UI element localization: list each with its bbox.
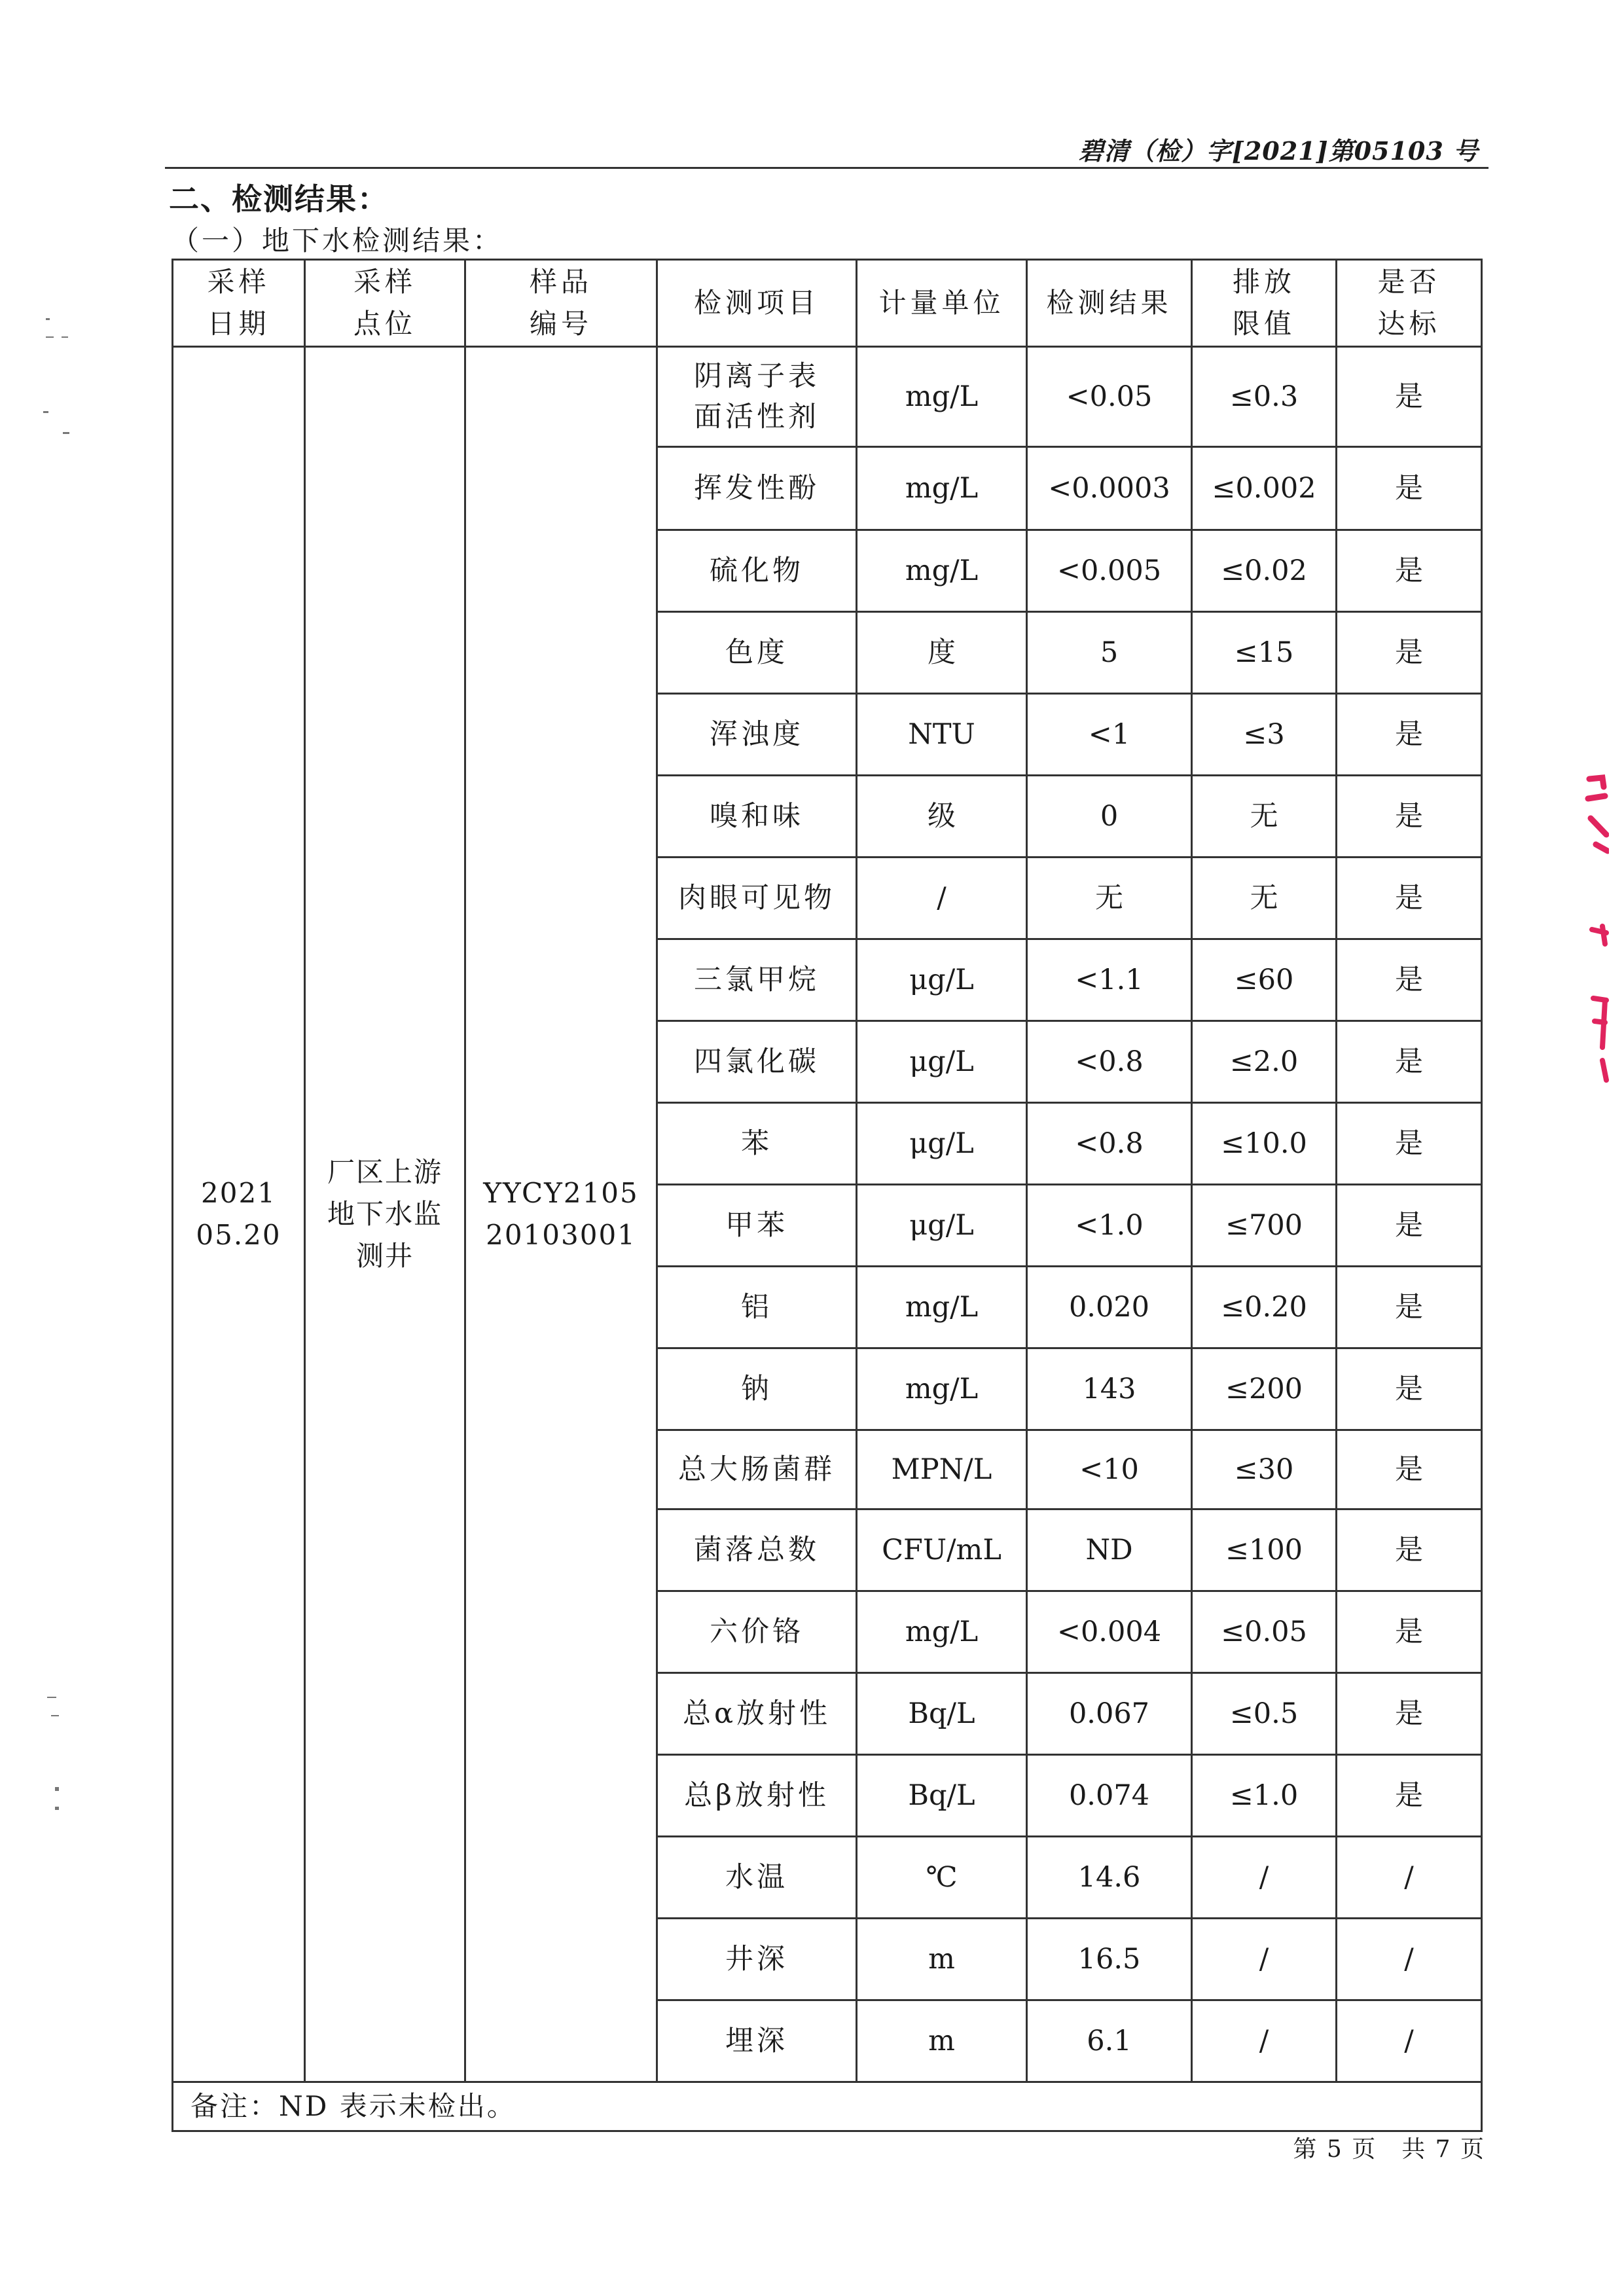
compliance-cell: 是 xyxy=(1337,1430,1482,1509)
test-item-cell: 挥发性酚 xyxy=(657,447,857,530)
compliance-cell: 是 xyxy=(1337,1673,1482,1755)
test-item-cell: 浑浊度 xyxy=(657,694,857,776)
test-item-cell: 三氯甲烷 xyxy=(657,939,857,1021)
limit-cell: ≤100 xyxy=(1192,1509,1337,1591)
unit-cell: ℃ xyxy=(857,1837,1027,1919)
section-title: 二、检测结果： xyxy=(169,181,389,217)
scan-mark xyxy=(63,432,69,434)
test-item-cell: 钠 xyxy=(657,1348,857,1430)
limit-cell: / xyxy=(1192,1837,1337,1919)
scan-mark xyxy=(46,318,50,320)
limit-cell: ≤700 xyxy=(1192,1185,1337,1267)
compliance-cell: 是 xyxy=(1337,858,1482,939)
table-header-row xyxy=(173,260,1482,347)
test-item-cell: 总α放射性 xyxy=(657,1673,857,1755)
scan-mark xyxy=(55,1807,59,1810)
compliance-cell: 是 xyxy=(1337,939,1482,1021)
unit-cell: MPN/L xyxy=(857,1430,1027,1509)
compliance-cell: 是 xyxy=(1337,612,1482,694)
limit-cell: ≤60 xyxy=(1192,939,1337,1021)
limit-cell: ≤2.0 xyxy=(1192,1021,1337,1103)
unit-cell: mg/L xyxy=(857,347,1027,447)
header-limit: 排放 限值 xyxy=(1192,260,1337,347)
result-cell: 14.6 xyxy=(1027,1837,1192,1919)
unit-cell: μg/L xyxy=(857,1103,1027,1185)
limit-cell: ≤0.05 xyxy=(1192,1591,1337,1673)
unit-cell: mg/L xyxy=(857,1591,1027,1673)
header-sample-point: 采样 点位 xyxy=(305,260,465,347)
limit-cell: / xyxy=(1192,2000,1337,2082)
limit-cell: ≤0.20 xyxy=(1192,1267,1337,1348)
result-cell: 143 xyxy=(1027,1348,1192,1430)
compliance-cell: 是 xyxy=(1337,1021,1482,1103)
table-row xyxy=(173,347,1482,447)
result-cell: 0 xyxy=(1027,776,1192,858)
compliance-cell: 是 xyxy=(1337,1591,1482,1673)
scan-mark xyxy=(43,411,48,413)
remark-text: 备注：ND 表示未检出。 xyxy=(173,2082,1482,2131)
compliance-cell: 是 xyxy=(1337,1509,1482,1591)
compliance-cell: / xyxy=(1337,1837,1482,1919)
result-cell: <10 xyxy=(1027,1430,1192,1509)
unit-cell: Bq/L xyxy=(857,1673,1027,1755)
result-cell: <0.004 xyxy=(1027,1591,1192,1673)
unit-cell: mg/L xyxy=(857,447,1027,530)
header-unit: 计量单位 xyxy=(857,260,1027,347)
scan-mark xyxy=(55,1787,59,1791)
header-compliance: 是否 达标 xyxy=(1337,260,1482,347)
compliance-cell: 是 xyxy=(1337,694,1482,776)
sample-date-cell: 2021 05.20 xyxy=(173,347,305,2082)
result-cell: 0.020 xyxy=(1027,1267,1192,1348)
unit-cell: μg/L xyxy=(857,1185,1027,1267)
header-test-item: 检测项目 xyxy=(657,260,857,347)
seal-stamp-edge xyxy=(1583,772,1609,1093)
limit-cell: ≤0.5 xyxy=(1192,1673,1337,1755)
test-item-cell: 井深 xyxy=(657,1919,857,2000)
unit-cell: CFU/mL xyxy=(857,1509,1027,1591)
unit-cell: / xyxy=(857,858,1027,939)
groundwater-results-table xyxy=(171,259,1483,2132)
result-cell: <0.0003 xyxy=(1027,447,1192,530)
compliance-cell: 是 xyxy=(1337,776,1482,858)
report-reference-number: 碧清（检）字[2021]第05103 号 xyxy=(1078,136,1479,166)
result-cell: 5 xyxy=(1027,612,1192,694)
scan-mark xyxy=(51,1715,59,1716)
result-cell: ND xyxy=(1027,1509,1192,1591)
limit-cell: 无 xyxy=(1192,776,1337,858)
test-item-cell: 四氯化碳 xyxy=(657,1021,857,1103)
result-cell: 0.074 xyxy=(1027,1755,1192,1837)
compliance-cell: 是 xyxy=(1337,1755,1482,1837)
limit-cell: ≤0.3 xyxy=(1192,347,1337,447)
test-item-cell: 埋深 xyxy=(657,2000,857,2082)
unit-cell: mg/L xyxy=(857,530,1027,612)
test-item-cell: 嗅和味 xyxy=(657,776,857,858)
sample-point-cell: 厂区上游 地下水监 测井 xyxy=(305,347,465,2082)
result-cell: <0.005 xyxy=(1027,530,1192,612)
unit-cell: NTU xyxy=(857,694,1027,776)
test-item-cell: 色度 xyxy=(657,612,857,694)
limit-cell: ≤200 xyxy=(1192,1348,1337,1430)
test-item-cell: 铝 xyxy=(657,1267,857,1348)
compliance-cell: 是 xyxy=(1337,1185,1482,1267)
scan-mark xyxy=(62,336,68,338)
unit-cell: μg/L xyxy=(857,939,1027,1021)
section-subtitle: （一）地下水检测结果： xyxy=(171,225,503,257)
limit-cell: ≤10.0 xyxy=(1192,1103,1337,1185)
result-cell: <0.8 xyxy=(1027,1103,1192,1185)
header-sample-id: 样品 编号 xyxy=(465,260,657,347)
unit-cell: 度 xyxy=(857,612,1027,694)
test-item-cell: 水温 xyxy=(657,1837,857,1919)
header-result: 检测结果 xyxy=(1027,260,1192,347)
unit-cell: 级 xyxy=(857,776,1027,858)
compliance-cell: 是 xyxy=(1337,1348,1482,1430)
test-item-cell: 硫化物 xyxy=(657,530,857,612)
unit-cell: mg/L xyxy=(857,1267,1027,1348)
limit-cell: / xyxy=(1192,1919,1337,2000)
compliance-cell: / xyxy=(1337,1919,1482,2000)
result-cell: <1 xyxy=(1027,694,1192,776)
test-item-cell: 菌落总数 xyxy=(657,1509,857,1591)
test-item-cell: 六价铬 xyxy=(657,1591,857,1673)
result-cell: 6.1 xyxy=(1027,2000,1192,2082)
unit-cell: mg/L xyxy=(857,1348,1027,1430)
test-item-cell: 甲苯 xyxy=(657,1185,857,1267)
scan-mark xyxy=(47,1697,56,1698)
result-cell: <1.1 xyxy=(1027,939,1192,1021)
header-divider xyxy=(165,167,1489,169)
limit-cell: ≤3 xyxy=(1192,694,1337,776)
scan-mark xyxy=(46,336,54,338)
result-cell: <0.8 xyxy=(1027,1021,1192,1103)
limit-cell: ≤15 xyxy=(1192,612,1337,694)
compliance-cell: 是 xyxy=(1337,530,1482,612)
result-cell: 0.067 xyxy=(1027,1673,1192,1755)
compliance-cell: 是 xyxy=(1337,447,1482,530)
result-cell: 16.5 xyxy=(1027,1919,1192,2000)
page-number: 第 5 页 共 7 页 xyxy=(1293,2136,1485,2163)
test-item-cell: 苯 xyxy=(657,1103,857,1185)
unit-cell: Bq/L xyxy=(857,1755,1027,1837)
compliance-cell: 是 xyxy=(1337,347,1482,447)
limit-cell: ≤0.002 xyxy=(1192,447,1337,530)
test-item-cell: 肉眼可见物 xyxy=(657,858,857,939)
limit-cell: ≤30 xyxy=(1192,1430,1337,1509)
limit-cell: ≤1.0 xyxy=(1192,1755,1337,1837)
test-item-cell: 总大肠菌群 xyxy=(657,1430,857,1509)
limit-cell: ≤0.02 xyxy=(1192,530,1337,612)
test-item-cell: 总β放射性 xyxy=(657,1755,857,1837)
result-cell: <0.05 xyxy=(1027,347,1192,447)
remark-row xyxy=(173,2082,1482,2131)
limit-cell: 无 xyxy=(1192,858,1337,939)
header-sample-date: 采样 日期 xyxy=(173,260,305,347)
unit-cell: m xyxy=(857,2000,1027,2082)
result-cell: <1.0 xyxy=(1027,1185,1192,1267)
compliance-cell: 是 xyxy=(1337,1103,1482,1185)
unit-cell: μg/L xyxy=(857,1021,1027,1103)
result-cell: 无 xyxy=(1027,858,1192,939)
compliance-cell: 是 xyxy=(1337,1267,1482,1348)
compliance-cell: / xyxy=(1337,2000,1482,2082)
test-item-cell: 阴离子表面活性剂 xyxy=(657,347,857,447)
unit-cell: m xyxy=(857,1919,1027,2000)
sample-id-cell: YYCY2105 20103001 xyxy=(465,347,657,2082)
